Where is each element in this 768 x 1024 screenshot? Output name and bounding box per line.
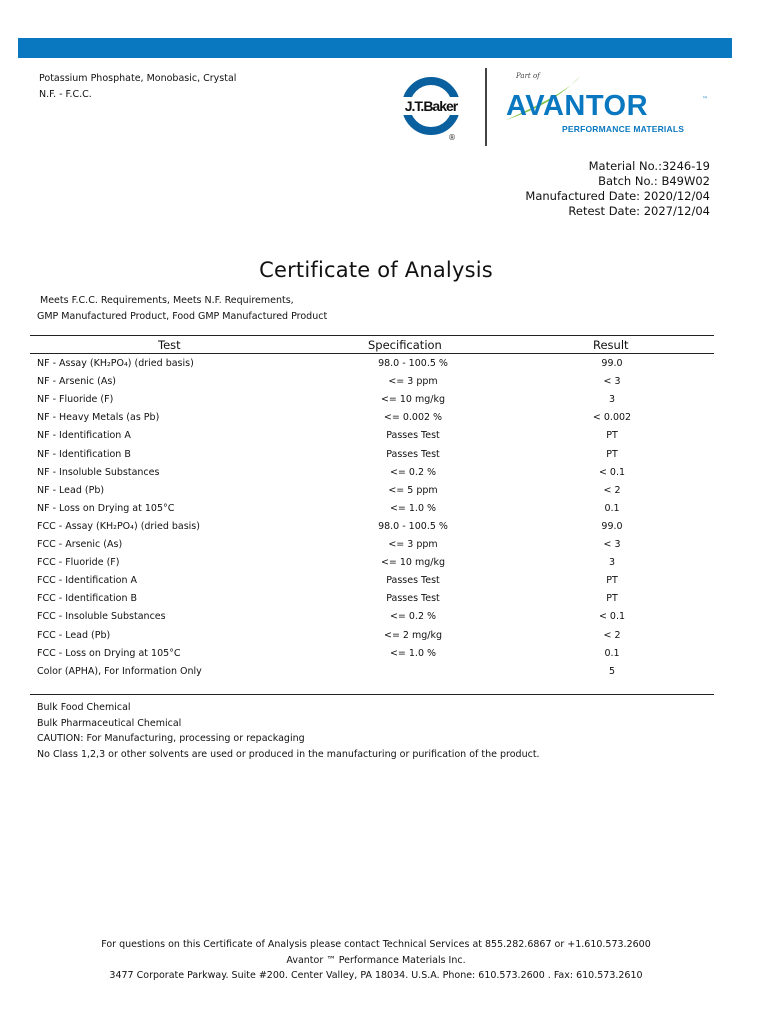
- product-info: [39, 71, 236, 103]
- table-row: [37, 485, 717, 503]
- test-cell: NF - Lead (Pb): [37, 484, 105, 496]
- specification-cell: Passes Test: [386, 593, 440, 605]
- result-cell: PT: [606, 430, 618, 442]
- specification-cell: <= 0.2 %: [389, 611, 437, 623]
- test-cell: NF - Identification A: [37, 430, 131, 442]
- result-cell: 3: [608, 557, 616, 569]
- result-cell: PT: [606, 593, 618, 605]
- table-bottom-rule: [30, 694, 714, 695]
- specification-cell: <= 2 mg/kg: [383, 629, 443, 641]
- retest-date: Retest Date: 2027/12/04: [568, 204, 710, 218]
- compliance-line-2: GMP Manufactured Product, Food GMP Manufactured Product: [37, 310, 328, 322]
- note-line: No Class 1,2,3 or other solvents are used or produced in the manufacturing or purification of the product.: [37, 748, 540, 760]
- specification-cell: 98.0 - 100.5 %: [378, 520, 448, 532]
- logo-divider: [485, 68, 487, 146]
- specification-cell: Passes Test: [386, 448, 440, 460]
- avantor-tagline: PERFORMANCE MATERIALS: [562, 124, 685, 134]
- footer-contact: For questions on this Certificate of Analysis please contact Technical Services at 855.282.6867 or +1.610.573.2600: [101, 939, 651, 950]
- result-cell: PT: [606, 575, 618, 587]
- compliance-statement: [37, 293, 327, 324]
- table-row: [37, 593, 717, 611]
- table-row: [37, 666, 717, 684]
- result-cell: 5: [608, 665, 616, 677]
- column-header-result: Result: [593, 338, 629, 352]
- table-row: [37, 575, 717, 593]
- specification-cell: <= 5 ppm: [388, 484, 438, 496]
- test-cell: NF - Loss on Drying at 105°C: [37, 502, 175, 514]
- footer-address: 3477 Corporate Parkway. Suite #200. Center Valley, PA 18034. U.S.A. Phone: 610.573.2600 . Fax: 610.573.2610: [109, 970, 643, 981]
- test-cell: NF - Assay (KH₂PO₄) (dried basis): [37, 358, 194, 369]
- product-notes: [37, 700, 540, 762]
- result-cell: 99.0: [601, 520, 623, 532]
- table-row: [37, 394, 717, 412]
- jtbaker-logo: [400, 74, 462, 142]
- footer-company: Avantor ™ Performance Materials Inc.: [286, 954, 466, 966]
- specification-cell: <= 10 mg/kg: [380, 557, 446, 569]
- test-cell: FCC - Lead (Pb): [37, 629, 111, 641]
- page-footer: [0, 937, 752, 984]
- result-cell: 3: [608, 394, 616, 406]
- test-cell: NF - Insoluble Substances: [37, 466, 160, 478]
- specification-cell: 98.0 - 100.5 %: [378, 358, 448, 369]
- table-row: [37, 630, 717, 648]
- test-cell: FCC - Assay (KH₂PO₄) (dried basis): [37, 520, 200, 532]
- table-top-rule: [30, 335, 714, 336]
- table-row: [37, 467, 717, 485]
- result-cell: < 0.1: [598, 466, 626, 478]
- result-cell: 0.1: [604, 647, 620, 659]
- table-row: [37, 376, 717, 394]
- product-name: Potassium Phosphate, Monobasic, Crystal: [39, 73, 237, 84]
- test-cell: FCC - Arsenic (As): [37, 539, 123, 550]
- specification-cell: <= 10 mg/kg: [380, 394, 446, 406]
- result-cell: < 0.1: [598, 611, 626, 623]
- material-number: Material No.:3246-19: [588, 159, 710, 173]
- result-cell: 0.1: [604, 502, 620, 514]
- table-row: [37, 449, 717, 467]
- table-row: [37, 557, 717, 575]
- specification-cell: <= 1.0 %: [389, 502, 437, 514]
- specification-cell: Passes Test: [386, 430, 440, 442]
- test-cell: NF - Fluoride (F): [37, 394, 114, 406]
- table-row: [37, 539, 717, 557]
- test-cell: FCC - Loss on Drying at 105°C: [37, 647, 181, 659]
- table-row: [37, 648, 717, 666]
- note-line: Bulk Pharmaceutical Chemical: [37, 717, 182, 729]
- test-cell: FCC - Fluoride (F): [37, 557, 120, 569]
- avantor-wordmark: AVANTOR: [506, 90, 649, 122]
- test-cell: Color (APHA), For Information Only: [37, 665, 202, 677]
- test-cell: FCC - Identification B: [37, 593, 138, 605]
- page-title: Certificate of Analysis: [259, 258, 493, 282]
- test-cell: NF - Arsenic (As): [37, 376, 117, 388]
- table-row: [37, 521, 717, 539]
- table-row: [37, 611, 717, 629]
- part-of-label: Part of: [516, 72, 540, 80]
- result-cell: < 2: [603, 629, 621, 641]
- result-cell: < 2: [603, 484, 621, 496]
- compliance-line-1: Meets F.C.C. Requirements, Meets N.F. Requirements,: [40, 295, 294, 306]
- batch-number: Batch No.: B49W02: [598, 174, 710, 188]
- table-row: [37, 412, 717, 430]
- note-line: CAUTION: For Manufacturing, processing or repackaging: [37, 733, 305, 744]
- header-color-bar: [18, 38, 732, 58]
- table-row: [37, 358, 717, 376]
- result-cell: < 3: [603, 376, 621, 388]
- registered-mark: ®: [448, 133, 456, 142]
- test-cell: FCC - Insoluble Substances: [37, 611, 166, 623]
- result-cell: 99.0: [601, 358, 623, 369]
- avantor-logo: [502, 68, 716, 144]
- batch-metadata: [525, 159, 710, 219]
- column-header-test: Test: [158, 338, 181, 352]
- note-line: Bulk Food Chemical: [37, 702, 131, 713]
- result-cell: < 3: [603, 539, 621, 550]
- specification-cell: <= 0.2 %: [389, 466, 437, 478]
- specification-cell: <= 3 ppm: [388, 539, 438, 550]
- manufactured-date: Manufactured Date: 2020/12/04: [525, 189, 710, 203]
- table-row: [37, 503, 717, 521]
- avantor-trademark: ™: [702, 96, 708, 103]
- test-cell: NF - Identification B: [37, 448, 131, 460]
- test-cell: NF - Heavy Metals (as Pb): [37, 412, 160, 424]
- test-cell: FCC - Identification A: [37, 575, 138, 587]
- result-cell: < 0.002: [592, 412, 632, 424]
- specification-cell: <= 0.002 %: [383, 412, 443, 424]
- column-header-specification: Specification: [368, 338, 442, 352]
- jtbaker-label: J.T.Baker: [400, 97, 462, 115]
- specification-cell: <= 1.0 %: [389, 647, 437, 659]
- table-header-rule: [30, 353, 714, 354]
- table-row: [37, 430, 717, 448]
- result-cell: PT: [606, 448, 618, 460]
- logo-area: [400, 66, 720, 146]
- specification-cell: Passes Test: [386, 575, 440, 587]
- product-grade: N.F. - F.C.C.: [39, 89, 92, 100]
- specification-cell: <= 3 ppm: [388, 376, 438, 388]
